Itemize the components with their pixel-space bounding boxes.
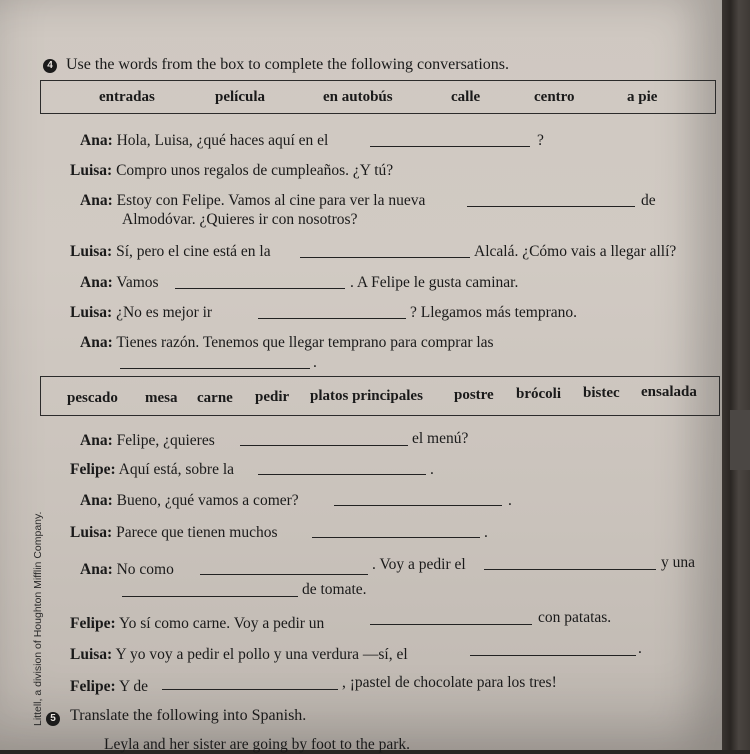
dialogue-text: y una [661,554,696,571]
dialogue-line [70,615,324,633]
dialogue-line [70,304,212,322]
word-item: carne [197,390,233,406]
answer-blank[interactable] [312,537,480,538]
dialogue-line [70,461,234,479]
publisher-credit: Littell, a division of Houghton Mifflin Company. [32,511,44,726]
speaker-label: Luisa: [70,646,113,663]
speaker-label: Luisa: [70,524,113,541]
word-item: postre [454,387,494,403]
dialogue-text: Sí, pero el cine está en la [116,243,271,260]
activity-number-5: 5 [46,712,60,726]
dialogue-line [70,162,393,180]
dialogue-line [80,561,174,579]
word-item: ensalada [641,384,697,400]
translation-item-1: Leyla and her sister are going by foot to the park. [104,736,411,753]
word-item: calle [451,89,481,105]
dialogue-text: . [313,354,317,371]
answer-blank[interactable] [484,569,656,570]
answer-blank[interactable] [175,288,345,289]
dialogue-text: . A Felipe le gusta caminar. [350,274,519,291]
dialogue-text: Vamos [116,274,159,291]
answer-blank[interactable] [300,257,470,258]
dialogue-text: de tomate. [302,581,367,598]
dialogue-text: . Voy a pedir el [372,556,466,573]
word-item: película [215,89,266,105]
speaker-label: Ana: [80,192,113,209]
answer-blank[interactable] [258,474,426,475]
dialogue-text: No como [116,561,174,578]
speaker-label: Luisa: [70,162,113,179]
dialogue-line [70,524,278,542]
dialogue-text: Aquí está, sobre la [118,461,235,478]
dialogue-line [80,274,159,292]
answer-blank[interactable] [370,624,532,625]
page-edge-background [722,0,750,750]
answer-blank[interactable] [122,596,298,597]
dialogue-line [80,192,425,210]
dialogue-text: Estoy con Felipe. Vamos al cine para ver la nueva [116,192,426,209]
activity-number-4: 4 [43,59,57,73]
dialogue-text: Compro unos regalos de cumpleaños. ¿Y tú? [116,162,394,179]
speaker-label: Luisa: [70,243,113,260]
speaker-label: Ana: [80,274,113,291]
activity-5-instruction: Translate the following into Spanish. [70,707,307,724]
dialogue-text: Alcalá. ¿Cómo vais a llegar allí? [474,243,677,260]
word-item: brócoli [516,386,561,402]
word-item: entradas [99,89,155,105]
dialogue-line [70,646,408,664]
dialogue-text: Parece que tienen muchos [116,524,278,541]
speaker-label: Ana: [80,334,113,351]
word-item: pescado [67,390,118,406]
dialogue-line [80,432,215,450]
speaker-label: Felipe: [70,615,116,632]
dialogue-text: el menú? [412,430,469,447]
dialogue-text: Tienes razón. Tenemos que llegar temprano para comprar las [116,334,494,351]
dialogue-text: Yo sí como carne. Voy a pedir un [118,615,325,632]
dialogue-text: . [484,524,488,541]
answer-blank[interactable] [258,318,406,319]
speaker-label: Felipe: [70,678,116,695]
dialogue-text: . [430,461,434,478]
word-item: bistec [583,385,620,401]
word-item: en autobús [323,89,393,105]
word-item: platos principales [310,388,423,404]
dialogue-text: Y yo voy a pedir el pollo y una verdura —sí, el [115,646,408,663]
dialogue-text: Hola, Luisa, ¿qué haces aquí en el [116,132,329,149]
dialogue-text: ? Llegamos más temprano. [410,304,578,321]
dialogue-text: , ¡pastel de chocolate para los tres! [342,674,557,691]
answer-blank[interactable] [162,689,338,690]
word-box-2 [40,376,720,416]
word-item: mesa [145,390,178,406]
dialogue-line [80,492,299,510]
answer-blank[interactable] [467,206,635,207]
dialogue-text: de [641,192,656,209]
dialogue-text: Y de [118,678,149,695]
speaker-label: Ana: [80,432,113,449]
speaker-label: Ana: [80,561,113,578]
word-item: centro [534,89,575,105]
dialogue-text: ¿No es mejor ir [116,304,213,321]
answer-blank[interactable] [334,505,502,506]
word-box-1 [40,80,716,114]
answer-blank[interactable] [470,655,636,656]
activity-4-instruction: Use the words from the box to complete the following conversations. [66,56,510,73]
dialogue-text: Felipe, ¿quieres [116,432,215,449]
dialogue-text: . [508,492,512,509]
answer-blank[interactable] [370,146,530,147]
speaker-label: Ana: [80,492,113,509]
dialogue-line [70,678,148,696]
speaker-label: Ana: [80,132,113,149]
answer-blank[interactable] [200,574,368,575]
word-item: pedir [255,389,290,405]
dialogue-line [80,334,494,352]
speaker-label: Luisa: [70,304,113,321]
answer-blank[interactable] [240,445,408,446]
dialogue-text: . [638,640,642,657]
dialogue-text: con patatas. [538,609,612,626]
dialogue-line [70,243,271,261]
answer-blank[interactable] [120,368,310,369]
dialogue-text: Almodóvar. ¿Quieres ir con nosotros? [122,211,358,228]
dialogue-text: ? [537,132,544,149]
word-item: a pie [627,89,658,105]
dialogue-text: Bueno, ¿qué vamos a comer? [116,492,299,509]
dialogue-line [80,132,328,150]
page-tab [730,410,750,470]
speaker-label: Felipe: [70,461,116,478]
